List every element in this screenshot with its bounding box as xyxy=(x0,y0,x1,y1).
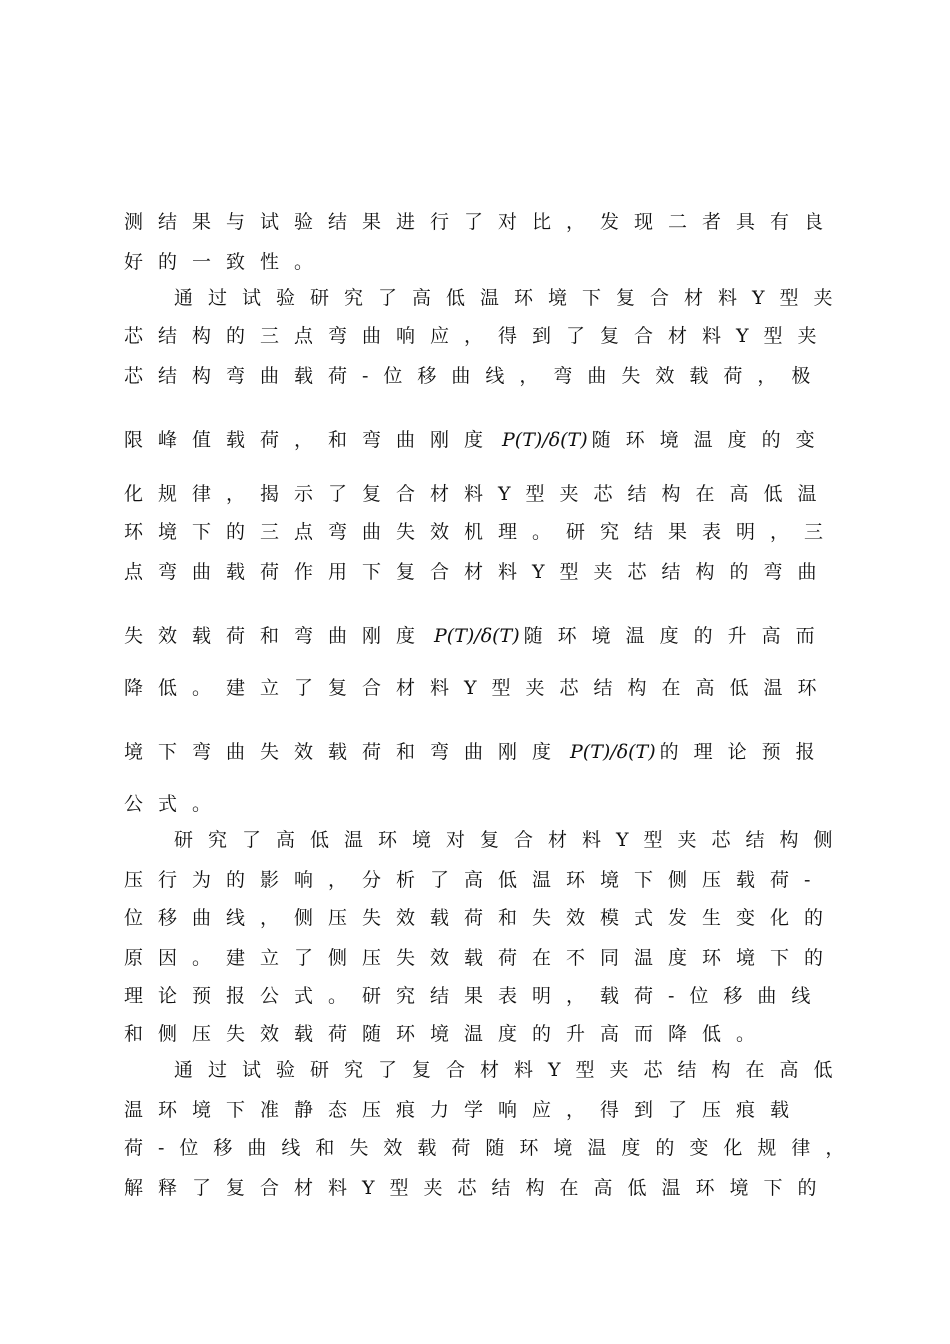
formula-stiffness: P(T)/δ(T) xyxy=(502,429,588,451)
text-line: 压行为的影响，分析了高低温环境下侧压载荷- xyxy=(124,869,826,891)
text-line: 芯结构弯曲载荷-位移曲线，弯曲失效载荷，极 xyxy=(124,365,826,387)
text-line-with-formula xyxy=(124,426,830,454)
text-line: 原因。建立了侧压失效载荷在不同温度环境下的 xyxy=(124,947,839,969)
text-segment: 随环境温度的升高而 xyxy=(523,625,830,647)
text-line: 芯结构的三点弯曲响应，得到了复合材料Y型夹 xyxy=(124,325,832,347)
text-line: 荷-位移曲线和失效载荷随环境温度的变化规律， xyxy=(124,1137,860,1159)
text-line: 通过试验研究了高低温环境下复合材料Y型夹 xyxy=(174,287,848,309)
text-line: 温环境下准静态压痕力学响应，得到了压痕载 xyxy=(124,1099,805,1121)
text-line: 理论预报公式。研究结果表明，载荷-位移曲线 xyxy=(124,985,826,1007)
text-line: 点弯曲载荷作用下复合材料Y型夹芯结构的弯曲 xyxy=(124,561,832,583)
text-line: 和侧压失效载荷随环境温度的升高而降低。 xyxy=(124,1023,771,1045)
text-segment: 境下弯曲失效载荷和弯曲刚度 xyxy=(124,741,567,763)
text-line: 好的一致性。 xyxy=(124,251,329,273)
formula-stiffness: P(T)/δ(T) xyxy=(570,741,656,763)
text-segment: 的理论预报 xyxy=(659,741,830,763)
text-line: 研究了高低温环境对复合材料Y型夹芯结构侧 xyxy=(174,829,848,851)
text-segment: 失效载荷和弯曲刚度 xyxy=(124,625,431,647)
text-line: 解释了复合材料Y型夹芯结构在高低温环境下的 xyxy=(124,1177,832,1199)
text-line: 降低。建立了复合材料Y型夹芯结构在高低温环 xyxy=(124,677,832,699)
text-line: 化规律，揭示了复合材料Y型夹芯结构在高低温 xyxy=(124,483,832,505)
text-line: 公式。 xyxy=(124,793,227,815)
text-line-with-formula xyxy=(124,622,830,650)
text-line: 位移曲线，侧压失效载荷和失效模式发生变化的 xyxy=(124,907,839,929)
text-segment: 随环境温度的变 xyxy=(591,429,830,451)
text-line: 测结果与试验结果进行了对比，发现二者具有良 xyxy=(124,211,839,233)
text-line: 环境下的三点弯曲失效机理。研究结果表明，三 xyxy=(124,521,839,543)
text-line-with-formula xyxy=(124,738,830,766)
text-segment: 限峰值载荷，和弯曲刚度 xyxy=(124,429,499,451)
text-line: 通过试验研究了复合材料Y型夹芯结构在高低 xyxy=(174,1059,848,1081)
formula-stiffness: P(T)/δ(T) xyxy=(434,625,520,647)
